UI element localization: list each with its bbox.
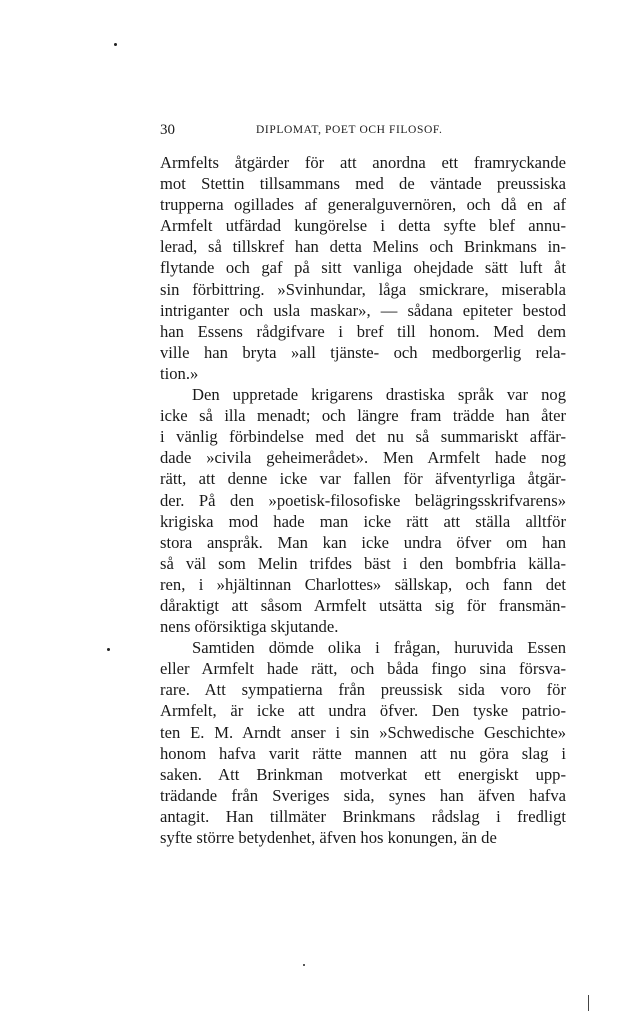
body-text	[160, 152, 566, 848]
text-line: flytande och gaf på sitt vanliga ohejdade sätt luft åt	[160, 258, 566, 278]
scan-edge-mark	[588, 995, 589, 1011]
text-line: eller Armfelt hade rätt, och båda fingo sina försva-	[160, 659, 566, 679]
text-line: syfte större betydenhet, äfven hos konungen, än de	[160, 828, 497, 847]
text-line: stora anspråk. Man kan icke undra öfver om han	[160, 532, 566, 552]
text-line: trupperna ogillades af generalguvernören, och då en af	[160, 195, 566, 215]
text-line: Armfelts åtgärder för att anordna ett framryckande	[160, 153, 566, 172]
page-header	[160, 122, 568, 142]
text-line: dåraktigt att såsom Armfelt utsätta sig för fransmän-	[160, 595, 566, 615]
paragraph	[160, 637, 566, 848]
text-line: saken. Att Brinkman motverkat ett energiskt upp-	[160, 764, 566, 784]
text-line: han Essens rådgifvare i bref till honom. Med dem	[160, 321, 566, 341]
text-line: ren, i »hjältinnan Charlottes» sällskap, och fann det	[160, 574, 566, 594]
text-line: intriganter och usla maskar», — sådana epiteter bestod	[160, 300, 566, 320]
text-line: ville han bryta »all tjänste- och medborgerlig rela-	[160, 342, 566, 362]
text-line: icke så illa menadt; och längre fram trädde han åter	[160, 406, 566, 426]
text-line: honom hafva varit rätte mannen att nu göra slag i	[160, 743, 566, 763]
text-line: dade »civila geheimerådet». Men Armfelt hade nog	[160, 448, 566, 468]
print-speck	[114, 43, 117, 46]
text-line: rätt, att denne icke var fallen för äfventyrliga åtgär-	[160, 469, 566, 489]
page-number: 30	[160, 122, 175, 138]
print-speck	[107, 648, 110, 651]
text-line: antagit. Han tillmäter Brinkmans rådslag i fredligt	[160, 806, 566, 826]
text-line: mot Stettin tillsammans med de väntade preussiska	[160, 174, 566, 194]
running-head: DIPLOMAT, POET OCH FILOSOF.	[256, 124, 443, 136]
print-speck	[303, 964, 305, 966]
text-line: i vänlig förbindelse med det nu så summariskt affär-	[160, 427, 566, 447]
paragraph	[160, 152, 566, 384]
text-line: krigiska mod hade man icke rätt att ställa alltför	[160, 511, 566, 531]
text-line: rare. Att sympatierna från preussisk sida voro för	[160, 680, 566, 700]
text-line: ten E. M. Arndt anser i sin »Schwedische Geschichte»	[160, 722, 566, 742]
text-line: Samtiden dömde olika i frågan, huruvida Essen	[192, 638, 566, 658]
text-line: tion.»	[160, 363, 199, 383]
text-line: nens oförsiktiga skjutande.	[160, 617, 339, 637]
paragraph	[160, 384, 566, 637]
text-line: sin förbittring. »Svinhundar, låga smickrare, miserabla	[160, 279, 566, 299]
text-line: Armfelt, är icke att undra öfver. Den tyske patrio-	[160, 701, 566, 721]
text-line: Den uppretade krigarens drastiska språk var nog	[192, 385, 566, 405]
text-line: lerad, så tillskref han detta Melins och Brinkmans in-	[160, 237, 566, 257]
text-line: Armfelt utfärdad kungörelse i detta syfte blef annu-	[160, 216, 566, 236]
text-line: så väl som Melin trifdes bäst i den bombfria källa-	[160, 553, 566, 573]
text-line: der. På den »poetisk-filosofiske belägringsskrifvarens»	[160, 490, 566, 510]
text-line: trädande från Sveriges sida, synes han äfven hafva	[160, 785, 566, 805]
